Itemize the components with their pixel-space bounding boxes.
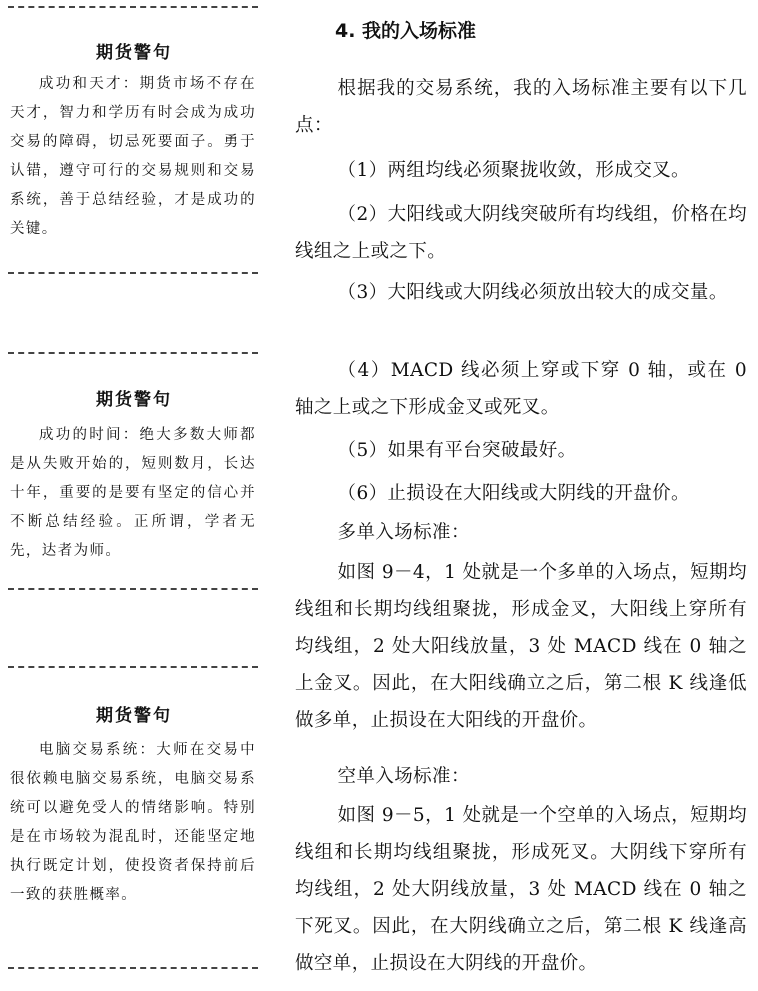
quote-box-title: 期货警句 — [96, 43, 172, 63]
paragraph: 如图 9－5，1 处就是一个空单的入场点，短期均线组和长期均线组聚拢，形成死叉。大阴线下穿所有均线组，2 处大阴线放量，3 处 MACD 线在 0 轴之下死叉。因此，在大阴线确立之后，第二根 K 线逢高做空单，止损设在大阴线的开盘价。 — [295, 805, 747, 974]
divider — [8, 967, 258, 969]
divider — [8, 588, 258, 590]
divider — [8, 352, 258, 354]
paragraph: 多单入场标准： — [337, 522, 470, 543]
paragraph: （6）止损设在大阳线或大阴线的开盘价。 — [337, 483, 690, 504]
divider — [8, 272, 258, 274]
quote-box-title: 期货警句 — [96, 706, 172, 726]
quote-box-text: 成功和天才：期货市场不存在天才，智力和学历有时会成为成功交易的障碍，切忌死要面子。勇于认错，遵守可行的交易规则和交易系统，善于总结经验，才是成功的关键。 — [10, 76, 256, 237]
paragraph: （2）大阳线或大阴线突破所有均线组，价格在均线组之上或之下。 — [295, 204, 747, 262]
section-heading: 4. 我的入场标准 — [335, 20, 477, 42]
quote-box-text: 成功的时间：绝大多数大师都是从失败开始的，短则数月，长达十年，重要的是要有坚定的信心并不断总结经验。正所谓，学者无先，达者为师。 — [10, 427, 256, 559]
paragraph: 空单入场标准： — [337, 766, 470, 787]
paragraph: 根据我的交易系统，我的入场标准主要有以下几点： — [295, 78, 747, 136]
paragraph: （1）两组均线必须聚拢收敛，形成交叉。 — [337, 160, 690, 181]
divider — [8, 6, 258, 8]
paragraph: （3）大阳线或大阴线必须放出较大的成交量。 — [337, 282, 728, 303]
paragraph: （4）MACD 线必须上穿或下穿 0 轴，或在 0 轴之上或之下形成金叉或死叉。 — [295, 360, 747, 418]
main-content — [295, 0, 747, 991]
paragraph: 如图 9－4，1 处就是一个多单的入场点，短期均线组和长期均线组聚拢，形成金叉，大阳线上穿所有均线组，2 处大阳线放量，3 处 MACD 线在 0 轴之上金叉。因此，在大阳线确立之后，第二根 K 线逢低做多单，止损设在大阳线的开盘价。 — [295, 562, 747, 731]
quote-box-title: 期货警句 — [96, 390, 172, 410]
paragraph: （5）如果有平台突破最好。 — [337, 440, 577, 461]
quote-box-text: 电脑交易系统：大师在交易中很依赖电脑交易系统，电脑交易系统可以避免受人的情绪影响。特别是在市场较为混乱时，还能坚定地执行既定计划，使投资者保持前后一致的获胜概率。 — [10, 742, 256, 903]
sidebar-quotes — [0, 0, 268, 991]
divider — [8, 666, 258, 668]
